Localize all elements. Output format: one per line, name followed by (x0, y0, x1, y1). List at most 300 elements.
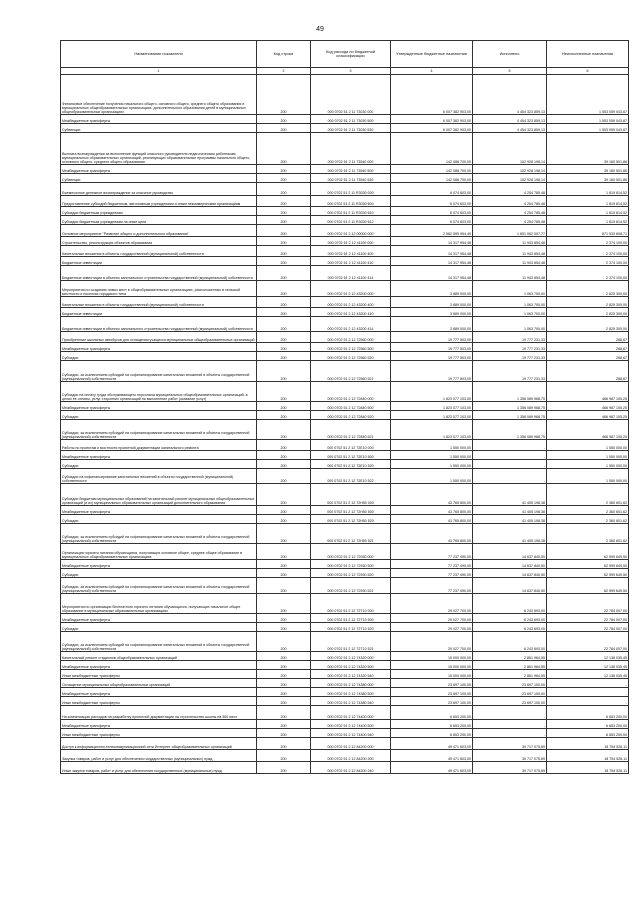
table-row (61, 738, 629, 750)
cell-exec: 6 243 693,00 (473, 623, 547, 632)
cell-rest: 1 553 059 043,87 (547, 115, 629, 124)
cell-code: 200 (257, 451, 311, 460)
table-row (61, 75, 629, 115)
cell-code: 200 (257, 133, 311, 165)
cell-rest: 466 987 105,25 (547, 402, 629, 411)
cell-kbk: 000 0702 51 2 12 72E10 520 (311, 460, 391, 469)
cell-kbk: 000 0702 51 2 12 43200 400 (311, 297, 391, 308)
cell-rest: 871 533 608,71 (547, 225, 629, 237)
table-row (61, 578, 629, 594)
cell-kbk: 000 0702 51 2 12 74380 500 (311, 688, 391, 697)
cell-exec: 6 243 693,00 (473, 594, 547, 614)
cell-code: 200 (257, 124, 311, 133)
cell-plan: 6 007 382 903,00 (391, 115, 473, 124)
cell-kbk: 000 0702 51 2 12 72H50 520 (311, 515, 391, 524)
cell-rest: 6 653 200,00 (547, 706, 629, 720)
cell-kbk: 000 0702 51 2 12 72840 000 (311, 382, 391, 402)
cell-plan: 77 237 490,00 (391, 544, 473, 560)
table-row (61, 569, 629, 578)
cell-exec: - (473, 440, 547, 451)
table-row (61, 544, 629, 560)
cell-code: 200 (257, 281, 311, 297)
cell-plan: 49 471 603,00 (391, 762, 473, 774)
header-kbk: Код расхода по бюджетной классификации (311, 41, 391, 68)
cell-rest: - (547, 679, 629, 688)
budget-table (60, 40, 629, 774)
cell-exec: 11 943 854,48 (473, 257, 547, 266)
cell-plan: 6 653 200,00 (391, 720, 473, 729)
cell-plan: 1 550 000,00 (391, 440, 473, 451)
cell-rest: 268,67 (547, 343, 629, 352)
cell-kbk: 000 0702 51 2 12 72H50 000 (311, 484, 391, 506)
cell-name: Межбюджетные трансферты (61, 688, 257, 697)
index-5: 5 (473, 68, 547, 75)
cell-name: Субсидии на оплату труда обслуживающего персонала муниципальных общеобразовательных организаций, в целях ее оплаты, услуг сторонних организаций на выполнение работ (оказание услуг) (61, 382, 257, 402)
cell-exec: 102 928 198,14 (473, 133, 547, 165)
cell-exec: 14 637 840,50 (473, 544, 547, 560)
table-row (61, 460, 629, 469)
cell-plan: 6 653 200,00 (391, 729, 473, 738)
cell-kbk: 000 0702 51 2 12 72840 520 (311, 411, 391, 420)
cell-code: 200 (257, 257, 311, 266)
table-row (61, 729, 629, 738)
cell-exec: 2 861 964,55 (473, 652, 547, 661)
table-row (61, 506, 629, 515)
cell-code: 200 (257, 506, 311, 515)
table-body (61, 75, 629, 774)
cell-name: Капитальные вложения в объекты государственной (муниципальной) собственности (61, 297, 257, 308)
cell-rest: 1 553 059 043,87 (547, 124, 629, 133)
table-row (61, 308, 629, 317)
cell-name: Бюджетные инвестиции в объекты капитального строительства государственной (муниципальной) собственности (61, 317, 257, 332)
cell-exec: 14 637 840,50 (473, 569, 547, 578)
cell-kbk: 000 0702 51 2 12 43200 410 (311, 308, 391, 317)
cell-exec: 4 254 785,48 (473, 216, 547, 225)
cell-kbk: 000 0702 51 2 12 00000 000 (311, 225, 391, 237)
cell-exec: 4 254 785,48 (473, 183, 547, 196)
table-row (61, 762, 629, 774)
page-number: 49 (316, 26, 324, 33)
header-rest: Неисполненные назначения (547, 41, 629, 68)
cell-plan: 43 765 800,00 (391, 524, 473, 544)
cell-code: 200 (257, 361, 311, 382)
cell-name: Бюджетные инвестиции в объекты капитального строительства государственной (муниципальной) собственности (61, 266, 257, 281)
cell-name: Иные межбюджетные трансферты (61, 729, 257, 738)
cell-plan: 19 777 503,00 (391, 352, 473, 361)
cell-kbk: 000 0702 51 2 12 74400 540 (311, 729, 391, 738)
cell-exec: 14 637 840,50 (473, 578, 547, 594)
cell-code: 200 (257, 738, 311, 750)
cell-rest: 2 825 300,00 (547, 297, 629, 308)
cell-plan: 15 000 000,00 (391, 652, 473, 661)
cell-rest: 12 138 035,45 (547, 670, 629, 679)
cell-exec: 4 454 323 859,13 (473, 124, 547, 133)
cell-code: 200 (257, 484, 311, 506)
cell-code: 200 (257, 706, 311, 720)
cell-code: 200 (257, 411, 311, 420)
cell-code: 200 (257, 308, 311, 317)
cell-rest: 39 160 501,86 (547, 165, 629, 174)
table-row (61, 614, 629, 623)
cell-kbk: 000 0702 51 2 11 73540 500 (311, 165, 391, 174)
cell-kbk: 000 0702 51 2 12 72560 520 (311, 352, 391, 361)
table-row (61, 317, 629, 332)
cell-name: Иные межбюджетные трансферты (61, 670, 257, 679)
cell-kbk: 000 0702 51 2 12 72930 521 (311, 578, 391, 594)
cell-exec: 4 254 785,48 (473, 207, 547, 216)
cell-rest: 2 374 100,00 (547, 266, 629, 281)
cell-rest: 1 819 814,52 (547, 196, 629, 207)
cell-exec: - (473, 720, 547, 729)
table-row (61, 343, 629, 352)
cell-rest: 1 550 000,00 (547, 440, 629, 451)
cell-name: Субсидии (61, 460, 257, 469)
cell-name: Межбюджетные трансферты (61, 115, 257, 124)
cell-rest: 1 819 814,52 (547, 183, 629, 196)
cell-kbk: 000 0702 51 2 12 41100 000 (311, 237, 391, 246)
cell-plan: 6 074 603,00 (391, 216, 473, 225)
cell-code: 200 (257, 402, 311, 411)
cell-name: Межбюджетные трансферты (61, 165, 257, 174)
cell-name: Ежемесячное денежное вознаграждение за классное руководство (61, 183, 257, 196)
cell-code: 200 (257, 237, 311, 246)
cell-plan: 1 550 000,00 (391, 469, 473, 484)
cell-exec: 1 356 089 968,75 (473, 382, 547, 402)
table-row (61, 440, 629, 451)
cell-rest: - (547, 688, 629, 697)
cell-exec: 1 356 089 968,75 (473, 411, 547, 420)
cell-name: Субсидии, за исключением субсидий на софинансирование капитальных вложений в объекты государственной (муниципальной) собственности (61, 578, 257, 594)
cell-exec: 6 243 693,00 (473, 632, 547, 652)
cell-plan: 14 317 954,48 (391, 246, 473, 257)
cell-code: 200 (257, 614, 311, 623)
cell-kbk: 000 0702 51 2 12 72840 500 (311, 402, 391, 411)
cell-exec: 102 928 198,14 (473, 174, 547, 183)
cell-rest: 466 987 105,25 (547, 411, 629, 420)
cell-exec: 6 243 693,00 (473, 614, 547, 623)
cell-name: Субсидии, за исключением субсидий на софинансирование капитальных вложений в объекты государственной (муниципальной) собственности (61, 632, 257, 652)
cell-code: 200 (257, 697, 311, 706)
cell-name: Мероприятия по организации бесплатного горячего питания обучающихся, получающих начальное общее образование в муниципальных образовательных организациях (61, 594, 257, 614)
cell-rest: 62 599 649,50 (547, 560, 629, 569)
cell-code: 200 (257, 174, 311, 183)
table-row (61, 246, 629, 257)
cell-kbk: 000 0702 51 2 12 74380 000 (311, 679, 391, 688)
cell-rest: 2 360 601,62 (547, 506, 629, 515)
cell-kbk: 000 0702 51 2 12 72H50 500 (311, 506, 391, 515)
table-row (61, 451, 629, 460)
table-row (61, 720, 629, 729)
cell-rest: 39 160 501,86 (547, 133, 629, 165)
cell-kbk: 000 0702 51 2 11 73030 530 (311, 124, 391, 133)
cell-plan: 1 823 077 103,00 (391, 420, 473, 440)
cell-exec: 41 405 198,38 (473, 515, 547, 524)
table-row (61, 560, 629, 569)
cell-kbk: 000 0702 51 2 12 84200 200 (311, 750, 391, 762)
cell-name: Межбюджетные трансферты (61, 343, 257, 352)
cell-name: Основное мероприятие "Развитие общего и дополнительного образования" (61, 225, 257, 237)
cell-name: Субсидии бюджетным учреждениям (61, 207, 257, 216)
index-6: 6 (547, 68, 629, 75)
cell-name: Субсидии на софинансирование капитальных вложений в объекты государственной (муниципальной) собственности (61, 469, 257, 484)
cell-name: Иные межбюджетные трансферты (61, 697, 257, 706)
cell-name: Финансовое обеспечение получения начального общего, основного общего, среднего общего образования в муниципальных общеобразовательных организациях, дополнительного образования детей в муниципальных общеобразовательных организациях (61, 75, 257, 115)
cell-kbk: 000 0702 51 2 12 74380 540 (311, 697, 391, 706)
cell-plan: 29 027 700,00 (391, 614, 473, 623)
cell-rest: 22 784 007,00 (547, 614, 629, 623)
table-row (61, 623, 629, 632)
cell-rest: 22 784 007,00 (547, 594, 629, 614)
cell-code: 200 (257, 762, 311, 774)
cell-code: 200 (257, 165, 311, 174)
cell-kbk: 000 0702 51 2 12 72930 520 (311, 569, 391, 578)
table-row (61, 237, 629, 246)
cell-name: Субсидии (61, 352, 257, 361)
cell-name: Субсидии бюджетным учреждениям на иные цели (61, 216, 257, 225)
cell-kbk: 000 0702 51 2 12 72560 000 (311, 332, 391, 343)
cell-plan: 29 027 700,00 (391, 623, 473, 632)
cell-rest: 1 553 059 043,87 (547, 75, 629, 115)
table-row (61, 420, 629, 440)
table-row (61, 332, 629, 343)
cell-plan: 23 697 100,00 (391, 679, 473, 688)
cell-rest: 18 754 526,11 (547, 750, 629, 762)
cell-plan: 1 823 077 103,00 (391, 411, 473, 420)
cell-code: 200 (257, 266, 311, 281)
table-row (61, 281, 629, 297)
cell-exec: 14 637 840,50 (473, 560, 547, 569)
table-row (61, 632, 629, 652)
cell-plan: 6 653 200,00 (391, 706, 473, 720)
cell-name: Мероприятия по созданию новых мест в общеобразовательных организациях, расположенных в сельской местности и поселках городского типа (61, 281, 257, 297)
cell-name: Капитальный ремонт стадионов общеобразовательных организаций (61, 652, 257, 661)
cell-exec: 1 063 700,00 (473, 317, 547, 332)
cell-code: 200 (257, 332, 311, 343)
table-row (61, 515, 629, 524)
cell-code: 200 (257, 196, 311, 207)
cell-kbk: 000 0702 51 2 12 72E10 522 (311, 469, 391, 484)
cell-code: 200 (257, 343, 311, 352)
cell-kbk: 000 0702 51 2 12 72T10 521 (311, 632, 391, 652)
table-row (61, 594, 629, 614)
cell-kbk: 000 0702 51 2 12 43200 000 (311, 281, 391, 297)
cell-kbk: 000 0702 51 2 12 41100 410 (311, 257, 391, 266)
cell-exec: 11 943 854,48 (473, 237, 547, 246)
cell-name: Межбюджетные трансферты (61, 506, 257, 515)
cell-plan: 1 550 000,00 (391, 460, 473, 469)
cell-name: Предоставление субсидий бюджетным, автономным учреждениям и иным некоммерческим организациям (61, 196, 257, 207)
table-row (61, 297, 629, 308)
cell-plan: 77 237 490,00 (391, 578, 473, 594)
table-row (61, 661, 629, 670)
cell-code: 200 (257, 469, 311, 484)
cell-kbk: 000 0702 51 2 11 73540 000 (311, 133, 391, 165)
cell-rest: 1 550 000,00 (547, 469, 629, 484)
cell-name: На компенсацию расходов на разработку проектной документации на строительство школы на 360 мест (61, 706, 257, 720)
cell-plan: 6 007 382 903,00 (391, 124, 473, 133)
cell-exec: 11 943 854,48 (473, 246, 547, 257)
cell-code: 200 (257, 183, 311, 196)
cell-kbk: 000 0702 51 2 12 72E10 500 (311, 451, 391, 460)
cell-code: 200 (257, 246, 311, 257)
cell-code: 200 (257, 594, 311, 614)
cell-name: Субсидии (61, 411, 257, 420)
cell-name: Приобретение школьных автобусов для оснащения учащихся муниципальных общеобразовательных организаций (61, 332, 257, 343)
cell-name: Субсидии (61, 623, 257, 632)
cell-exec: - (473, 729, 547, 738)
cell-plan: 14 317 954,48 (391, 257, 473, 266)
table-row (61, 484, 629, 506)
cell-kbk: 000 0702 51 2 12 72560 521 (311, 361, 391, 382)
cell-code: 200 (257, 515, 311, 524)
cell-rest: 466 987 105,25 (547, 420, 629, 440)
cell-plan: 23 697 100,00 (391, 688, 473, 697)
cell-kbk: 000 0702 51 2 12 72930 500 (311, 560, 391, 569)
table-row (61, 196, 629, 207)
cell-rest: 18 754 526,11 (547, 738, 629, 750)
cell-code: 200 (257, 623, 311, 632)
cell-code: 200 (257, 652, 311, 661)
cell-code: 200 (257, 75, 311, 115)
cell-kbk: 000 0702 51 2 12 74320 540 (311, 670, 391, 679)
cell-rest: 22 784 007,00 (547, 632, 629, 652)
cell-name: Закупка товаров, работ и услуг для обеспечения государственных (муниципальных) нужд (61, 750, 257, 762)
table-row (61, 257, 629, 266)
cell-plan: 142 088 700,00 (391, 165, 473, 174)
cell-name: Субсидии, за исключением субсидий на софинансирование капитальных вложений в объекты государственной (муниципальной) собственности (61, 420, 257, 440)
index-3: 3 (311, 68, 391, 75)
cell-kbk: 000 0702 51 2 11 R3030 000 (311, 183, 391, 196)
cell-code: 200 (257, 440, 311, 451)
cell-plan: 6 074 603,00 (391, 207, 473, 216)
table-row (61, 174, 629, 183)
cell-plan: 3 889 000,00 (391, 308, 473, 317)
cell-rest: 2 360 601,62 (547, 524, 629, 544)
cell-rest: 12 138 035,45 (547, 652, 629, 661)
cell-code: 200 (257, 729, 311, 738)
cell-rest: 2 374 100,00 (547, 246, 629, 257)
cell-code: 200 (257, 382, 311, 402)
cell-exec: 1 356 089 968,75 (473, 402, 547, 411)
table-row (61, 266, 629, 281)
cell-name: Субвенции (61, 124, 257, 133)
cell-plan: 43 765 800,00 (391, 484, 473, 506)
table-index-row (61, 68, 629, 75)
cell-plan: 43 765 800,00 (391, 515, 473, 524)
cell-exec: - (473, 706, 547, 720)
cell-kbk: 000 0702 51 2 11 73540 530 (311, 174, 391, 183)
cell-name: Субсидии, за исключением субсидий на софинансирование капитальных вложений в объекты государственной (муниципальной) собственности (61, 524, 257, 544)
table-row (61, 361, 629, 382)
cell-name: Субсидии бюджетам муниципальных образований на капитальный ремонт муниципальных общеобразовательных организаций (и их) муниципальных образовательных организаций дополнительного образования (61, 484, 257, 506)
table-row (61, 679, 629, 688)
cell-name: Межбюджетные трансферты (61, 451, 257, 460)
cell-exec: 19 777 231,33 (473, 332, 547, 343)
cell-exec: 1 063 700,00 (473, 308, 547, 317)
cell-rest: 18 754 526,11 (547, 762, 629, 774)
cell-rest: 268,67 (547, 352, 629, 361)
cell-kbk: 000 0702 51 2 12 74320 500 (311, 661, 391, 670)
cell-name: Межбюджетные трансферты (61, 661, 257, 670)
cell-exec: 23 697 100,00 (473, 688, 547, 697)
cell-name: Выплата вознаграждения за выполнение функций классного руководителя педагогическим работникам муниципальных образовательных организаций, реализующих образовательные программы начального общего, основного общего, среднего общего образования (61, 133, 257, 165)
table-row (61, 524, 629, 544)
cell-rest: 466 987 105,25 (547, 382, 629, 402)
cell-rest: 62 599 649,50 (547, 578, 629, 594)
cell-plan: 19 777 503,00 (391, 343, 473, 352)
cell-code: 200 (257, 317, 311, 332)
cell-plan: 3 889 000,00 (391, 317, 473, 332)
cell-name: Субвенции (61, 174, 257, 183)
cell-kbk: 000 0702 51 2 12 72H50 521 (311, 524, 391, 544)
header-exec: Исполнено (473, 41, 547, 68)
cell-rest: 1 550 000,00 (547, 451, 629, 460)
cell-code: 200 (257, 750, 311, 762)
cell-kbk: 000 0702 51 2 12 72840 521 (311, 420, 391, 440)
cell-kbk: 000 0702 51 2 12 72T10 500 (311, 614, 391, 623)
cell-exec: 19 777 231,33 (473, 361, 547, 382)
cell-code: 200 (257, 524, 311, 544)
header-plan: Утвержденные бюджетные назначения (391, 41, 473, 68)
cell-plan: 1 550 000,00 (391, 451, 473, 460)
index-2: 2 (257, 68, 311, 75)
cell-plan: 2 562 595 954,49 (391, 225, 473, 237)
cell-exec: 41 405 198,38 (473, 506, 547, 515)
cell-plan: 1 823 077 103,00 (391, 382, 473, 402)
cell-code: 200 (257, 216, 311, 225)
cell-name: Субсидии (61, 515, 257, 524)
cell-plan: 19 777 503,00 (391, 332, 473, 343)
cell-code: 200 (257, 297, 311, 308)
cell-name: Бюджетные инвестиции (61, 257, 257, 266)
table-row (61, 216, 629, 225)
cell-rest: 22 784 007,00 (547, 623, 629, 632)
cell-exec: 11 943 854,48 (473, 266, 547, 281)
cell-kbk: 000 0702 51 2 12 84200 000 (311, 738, 391, 750)
cell-plan: 77 237 490,00 (391, 569, 473, 578)
cell-plan: 6 007 382 903,00 (391, 75, 473, 115)
cell-exec: 30 717 075,89 (473, 750, 547, 762)
cell-rest: - (547, 697, 629, 706)
cell-name: Межбюджетные трансферты (61, 720, 257, 729)
cell-plan: 142 088 700,00 (391, 133, 473, 165)
cell-kbk: 000 0702 51 2 12 72T10 520 (311, 623, 391, 632)
table-row (61, 382, 629, 402)
cell-name: Строительство, реконструкция объектов образования (61, 237, 257, 246)
cell-name: Межбюджетные трансферты (61, 560, 257, 569)
cell-exec: 1 651 062 007,77 (473, 225, 547, 237)
cell-code: 200 (257, 225, 311, 237)
cell-rest: 62 599 649,50 (547, 544, 629, 560)
cell-exec: 19 777 231,33 (473, 343, 547, 352)
cell-kbk: 000 0702 51 2 12 72930 000 (311, 544, 391, 560)
cell-plan: 19 777 503,00 (391, 361, 473, 382)
cell-exec: 23 697 100,00 (473, 679, 547, 688)
cell-name: Межбюджетные трансферты (61, 402, 257, 411)
table-row (61, 183, 629, 196)
cell-rest: 6 653 200,00 (547, 729, 629, 738)
index-4: 4 (391, 68, 473, 75)
table-row (61, 225, 629, 237)
header-name: Наименование показателя (61, 41, 257, 68)
table-row (61, 652, 629, 661)
cell-code: 200 (257, 632, 311, 652)
cell-exec: 2 861 964,55 (473, 670, 547, 679)
cell-name: Доступ к информационно-телекоммуникационной сети Интернет общеобразовательных организаций (61, 738, 257, 750)
cell-exec: 102 928 198,14 (473, 165, 547, 174)
cell-kbk: 000 0702 51 2 12 41100 400 (311, 246, 391, 257)
cell-kbk: 000 0702 51 2 11 R3030 600 (311, 196, 391, 207)
